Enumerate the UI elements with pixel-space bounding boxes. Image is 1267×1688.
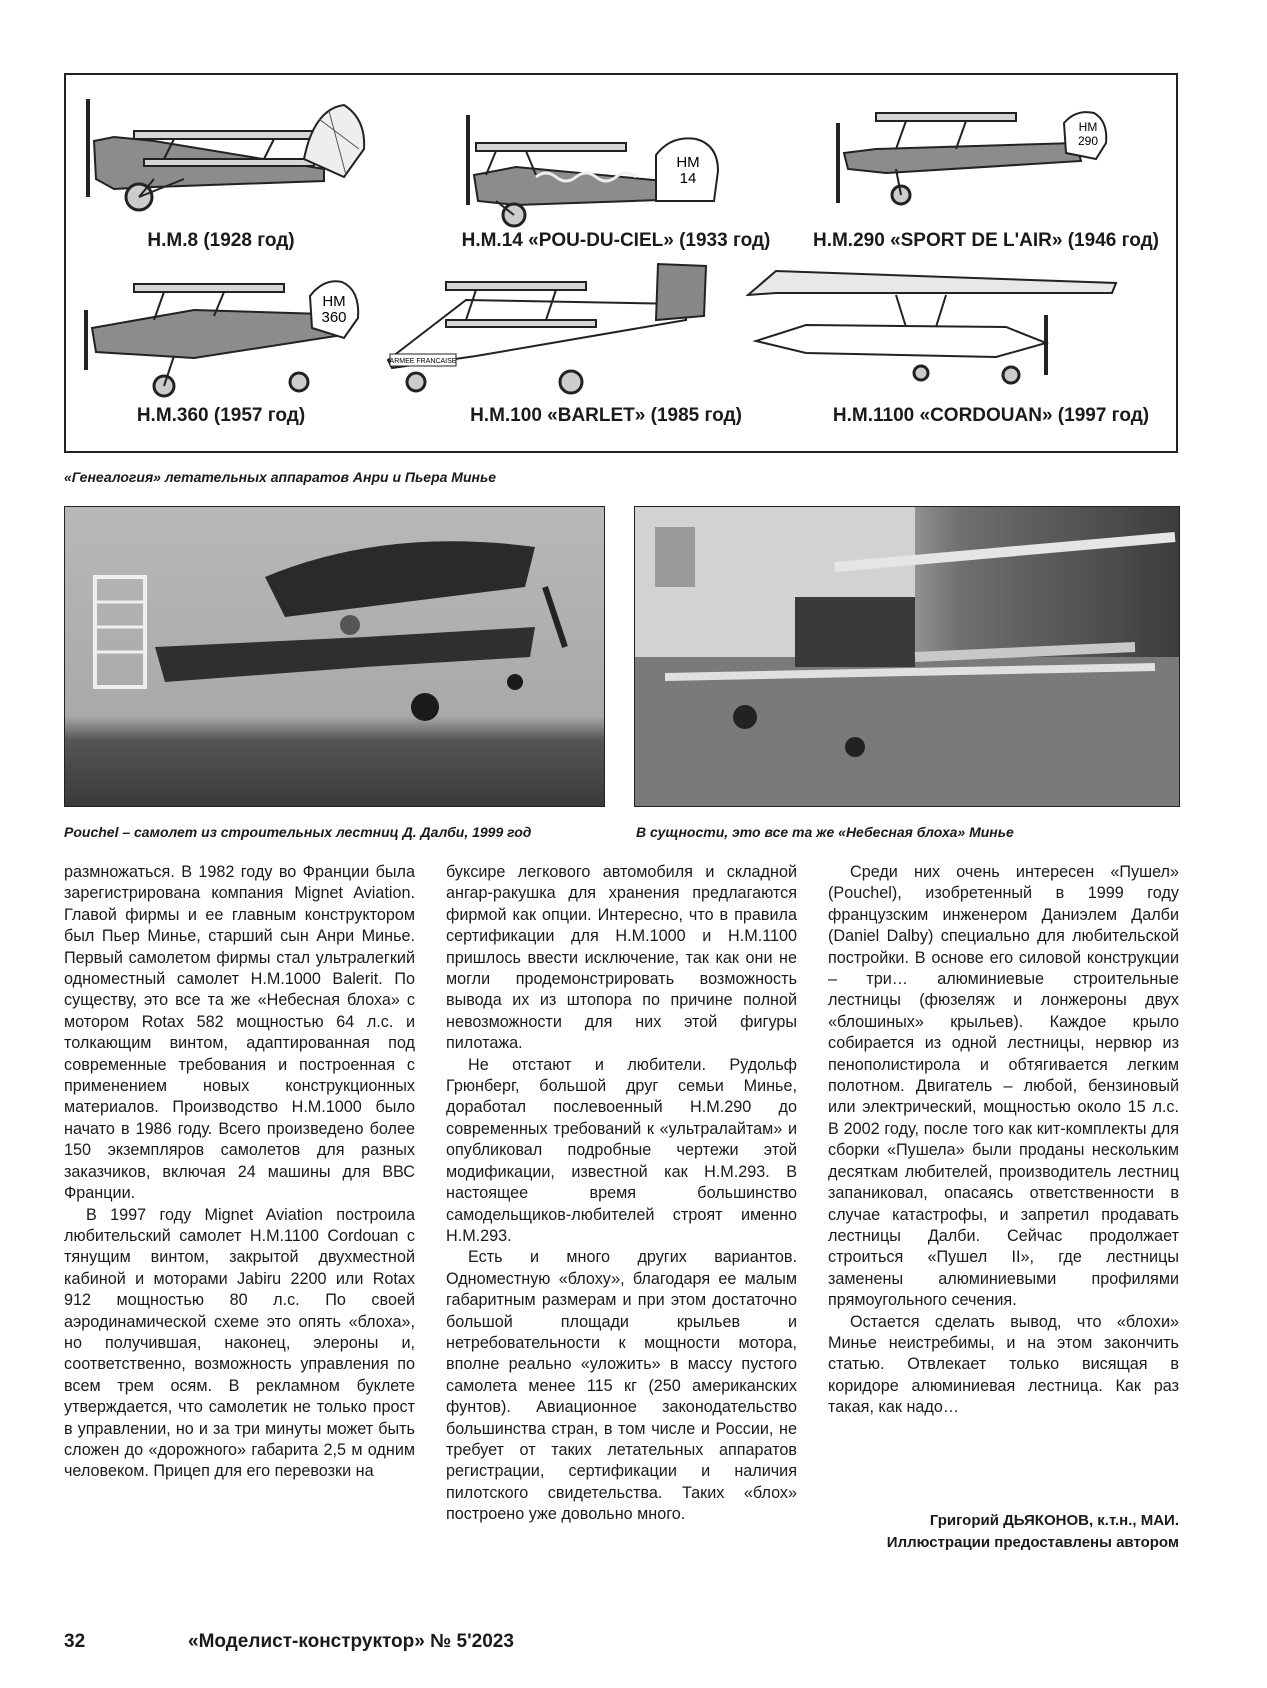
photo-pouchel-ground xyxy=(634,506,1180,807)
plane-label-hm1100: H.M.1100 «CORDOUAN» (1997 год) xyxy=(832,405,1150,426)
col3-paragraph-2: Остается сделать вывод, что «блохи» Минье неистребимы, и на этом закончить статью. Отвлекает только висящая в коридоре алюминиевая лестница. Как раз такая, как надо… xyxy=(828,1312,1179,1417)
article-column-2 xyxy=(446,862,797,1526)
article-column-3 xyxy=(828,862,1179,1419)
plane-drawing-hm14 xyxy=(456,105,756,235)
magazine-title: «Моделист-конструктор» № 5'2023 xyxy=(188,1631,514,1652)
plane-drawing-hm100 xyxy=(386,260,716,410)
author-credit xyxy=(887,1510,1179,1554)
page-number: 32 xyxy=(64,1631,86,1652)
photo-left-caption: Pouchel – самолет из строительных лестниц Д. Далби, 1999 год xyxy=(64,824,532,840)
plane-label-hm360: H.M.360 (1957 год) xyxy=(136,405,306,426)
hm360-badge-line2: 360 xyxy=(321,309,347,326)
col3-paragraph-1: Среди них очень интересен «Пушел» (Pouchel), изобретенный в 1999 году французским инженером Даниэлем Далби (Daniel Dalby) специально для любительской постройки. В основе его силовой конструкции – три… алюминиевые строительные лестницы (фюзеляж и лонжероны двух «блошиных» крыльев). Каждое крыло собирается из одной лестницы, нервюр из пенополистирола и обтягивается легким полотном. Двигатель – любой, бензиновый или электрический, мощностью около 15 л.с. В 2002 году, после того как кит-комплекты для сборки «Пушела» были проданы нескольким десяткам любителей, производитель лестниц запаниковал, опасаясь ответственности в случае катастрофы, и запретил продавать лестницы Далби. Сейчас продолжает строиться «Пушел II», где лестницы заменены алюминиевыми профилями прямоугольного сечения. xyxy=(828,863,1179,1310)
plane-drawing-hm290 xyxy=(826,103,1126,233)
col1-paragraph-2: В 1997 году Mignet Aviation построила любительский самолет H.M.1100 Cordouan с тянущим винтом, закрытой двухместной кабиной и моторами Jabiru 2200 или Rotax 912 мощностью 80 л.с. По своей аэродинамической схеме это опять «блоха», но получившая, наконец, элероны и, соответственно, возможность управления по всем трем осям. В рекламном буклете утверждается, что самолетик не только прост в управлении, но и за три минуты может быть сложен до «дорожного» габарита 2,5 м одним человеком. Прицеп для его перевозки на xyxy=(64,1205,415,1481)
photo-right-caption: В сущности, это все та же «Небесная блоха» Минье xyxy=(636,824,1014,840)
plane-label-hm290: H.M.290 «SPORT DE L'AIR» (1946 год) xyxy=(812,230,1160,251)
hm290-badge-line1: HM xyxy=(1078,120,1098,134)
hm290-badge-line2: 290 xyxy=(1077,134,1099,148)
author-name: Григорий ДЬЯКОНОВ, к.т.н., МАИ. xyxy=(929,1512,1179,1529)
illustrations-credit: Иллюстрации предоставлены автором xyxy=(886,1534,1179,1551)
photo-pouchel-flight xyxy=(64,506,605,807)
plane-drawing-hm360 xyxy=(74,270,374,410)
plane-drawing-hm1100 xyxy=(746,265,1126,405)
col2-paragraph-3: Есть и много других вариантов. Одноместную «блоху», благодаря ее малым габаритным размерам и при этом достаточно большой площади крыльев и нетребовательности к мощности мотора, вполне реально «уложить» в массу пустого самолета менее 115 кг (250 американских фунтов). Авиационное законодательство большинства стран, в том числе и России, не требует от таких летательных аппаратов регистрации, сертификации и наличия пилотского свидетельства. Таких «блох» построено уже довольно много. xyxy=(446,1248,797,1524)
article-column-1 xyxy=(64,862,415,1483)
hm14-badge-line1: HM xyxy=(676,154,700,171)
hm14-badge-line2: 14 xyxy=(679,170,697,187)
plane-drawing-hm8 xyxy=(74,79,374,229)
photo-ground-drawing xyxy=(635,507,1179,806)
plane-label-hm8: H.M.8 (1928 год) xyxy=(147,230,295,251)
col1-paragraph-1: размножаться. В 1982 году во Франции была зарегистрирована компания Mignet Aviation. Главой фирмы и ее главным конструктором был Пьер Минье, старший сын Анри Минье. Первый самолетом фирмы стал ультралегкий одноместный самолет H.M.1000 Balerit. По существу, это все та же «Небесная блоха» с мотором Rotax 582 мощностью 64 л.с. и толкающим винтом, адаптированная под современные требования и построенная с применением новых конструкционных материалов. Производство H.M.1000 было начато в 1986 году. Всего произведено более 150 экземпляров самолетов для разных заказчиков, включая 24 машины для ВВС Франции. xyxy=(64,863,415,1203)
plane-label-hm14: H.M.14 «POU-DU-CIEL» (1933 год) xyxy=(461,230,771,251)
plane-label-hm100: H.M.100 «BARLET» (1985 год) xyxy=(470,405,742,426)
col2-paragraph-1: буксире легкового автомобиля и складной ангар-ракушка для хранения предлагаются фирмой как опции. Интересно, что в правила сертификации для H.M.1000 и H.M.1100 пришлось ввести исключение, так как они не могли продемонстрировать возможность вывода их из штопора по причине полной невозможности для них этой фигуры пилотажа. xyxy=(446,863,797,1053)
genealogy-figure xyxy=(64,73,1178,453)
hm100-fuselage-text: ARMEE FRANCAISE xyxy=(389,358,457,365)
hm360-badge-line1: HM xyxy=(322,293,346,310)
photo-pouchel-drawing xyxy=(65,507,604,806)
figure-caption: «Генеалогия» летательных аппаратов Анри и Пьера Минье xyxy=(64,469,497,485)
col2-paragraph-2: Не отстают и любители. Рудольф Грюнберг, большой друг семьи Минье, доработал послевоенный H.M.290 до современных требований к «ультралайтам» и опубликовал подробные чертежи этой модификации, известной как H.M.293. В настоящее время большинство самодельщиков-любителей строят именно H.M.293. xyxy=(446,1055,797,1245)
